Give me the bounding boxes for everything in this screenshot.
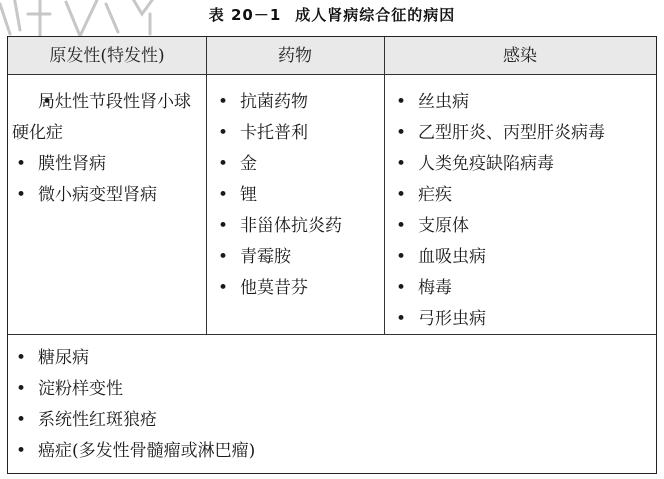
list-item: • 疟疾 [392,180,654,211]
header-drugs: 药物 [278,46,312,66]
header-primary: 原发性(特发性) [49,46,165,66]
list-item: • 他莫昔芬 [214,273,384,304]
causes-table [7,36,657,474]
list-item: • 系统性红斑狼疮 [12,405,612,436]
list-item: • 弓形虫病 [392,304,654,335]
table-number: 表 20－1 [208,6,282,24]
list-item: • 血吸虫病 [392,242,654,273]
list-item: • 非甾体抗炎药 [214,211,384,242]
list-item: • 抗菌药物 [214,87,384,118]
list-item: • 青霉胺 [214,242,384,273]
header-infections: 感染 [503,46,537,66]
drug-causes-list [214,87,384,304]
list-item: • 癌症(多发性骨髓瘤或淋巴瘤) [12,436,612,467]
list-item: • 局灶性节段性肾小球硬化症 [12,87,202,149]
list-item: • 梅毒 [392,273,654,304]
list-item: • 膜性肾病 [12,149,202,180]
list-item: • 人类免疫缺陷病毒 [392,149,654,180]
primary-causes-list [12,87,202,211]
column-divider-1 [206,37,207,335]
infection-causes-list [392,87,654,335]
list-item: • 支原体 [392,211,654,242]
list-item: • 淀粉样变性 [12,374,612,405]
list-item: • 乙型肝炎、丙型肝炎病毒 [392,118,654,149]
list-item: • 锂 [214,180,384,211]
list-item: • 金 [214,149,384,180]
table-header-row [8,37,656,75]
other-causes-list [12,343,612,467]
list-item: • 糖尿病 [12,343,612,374]
table-caption: 成人肾病综合征的病因 [295,6,456,24]
table-title [0,4,664,25]
list-item: • 丝虫病 [392,87,654,118]
list-item: • 微小病变型肾病 [12,180,202,211]
column-divider-2 [384,37,385,335]
list-item: • 卡托普利 [214,118,384,149]
